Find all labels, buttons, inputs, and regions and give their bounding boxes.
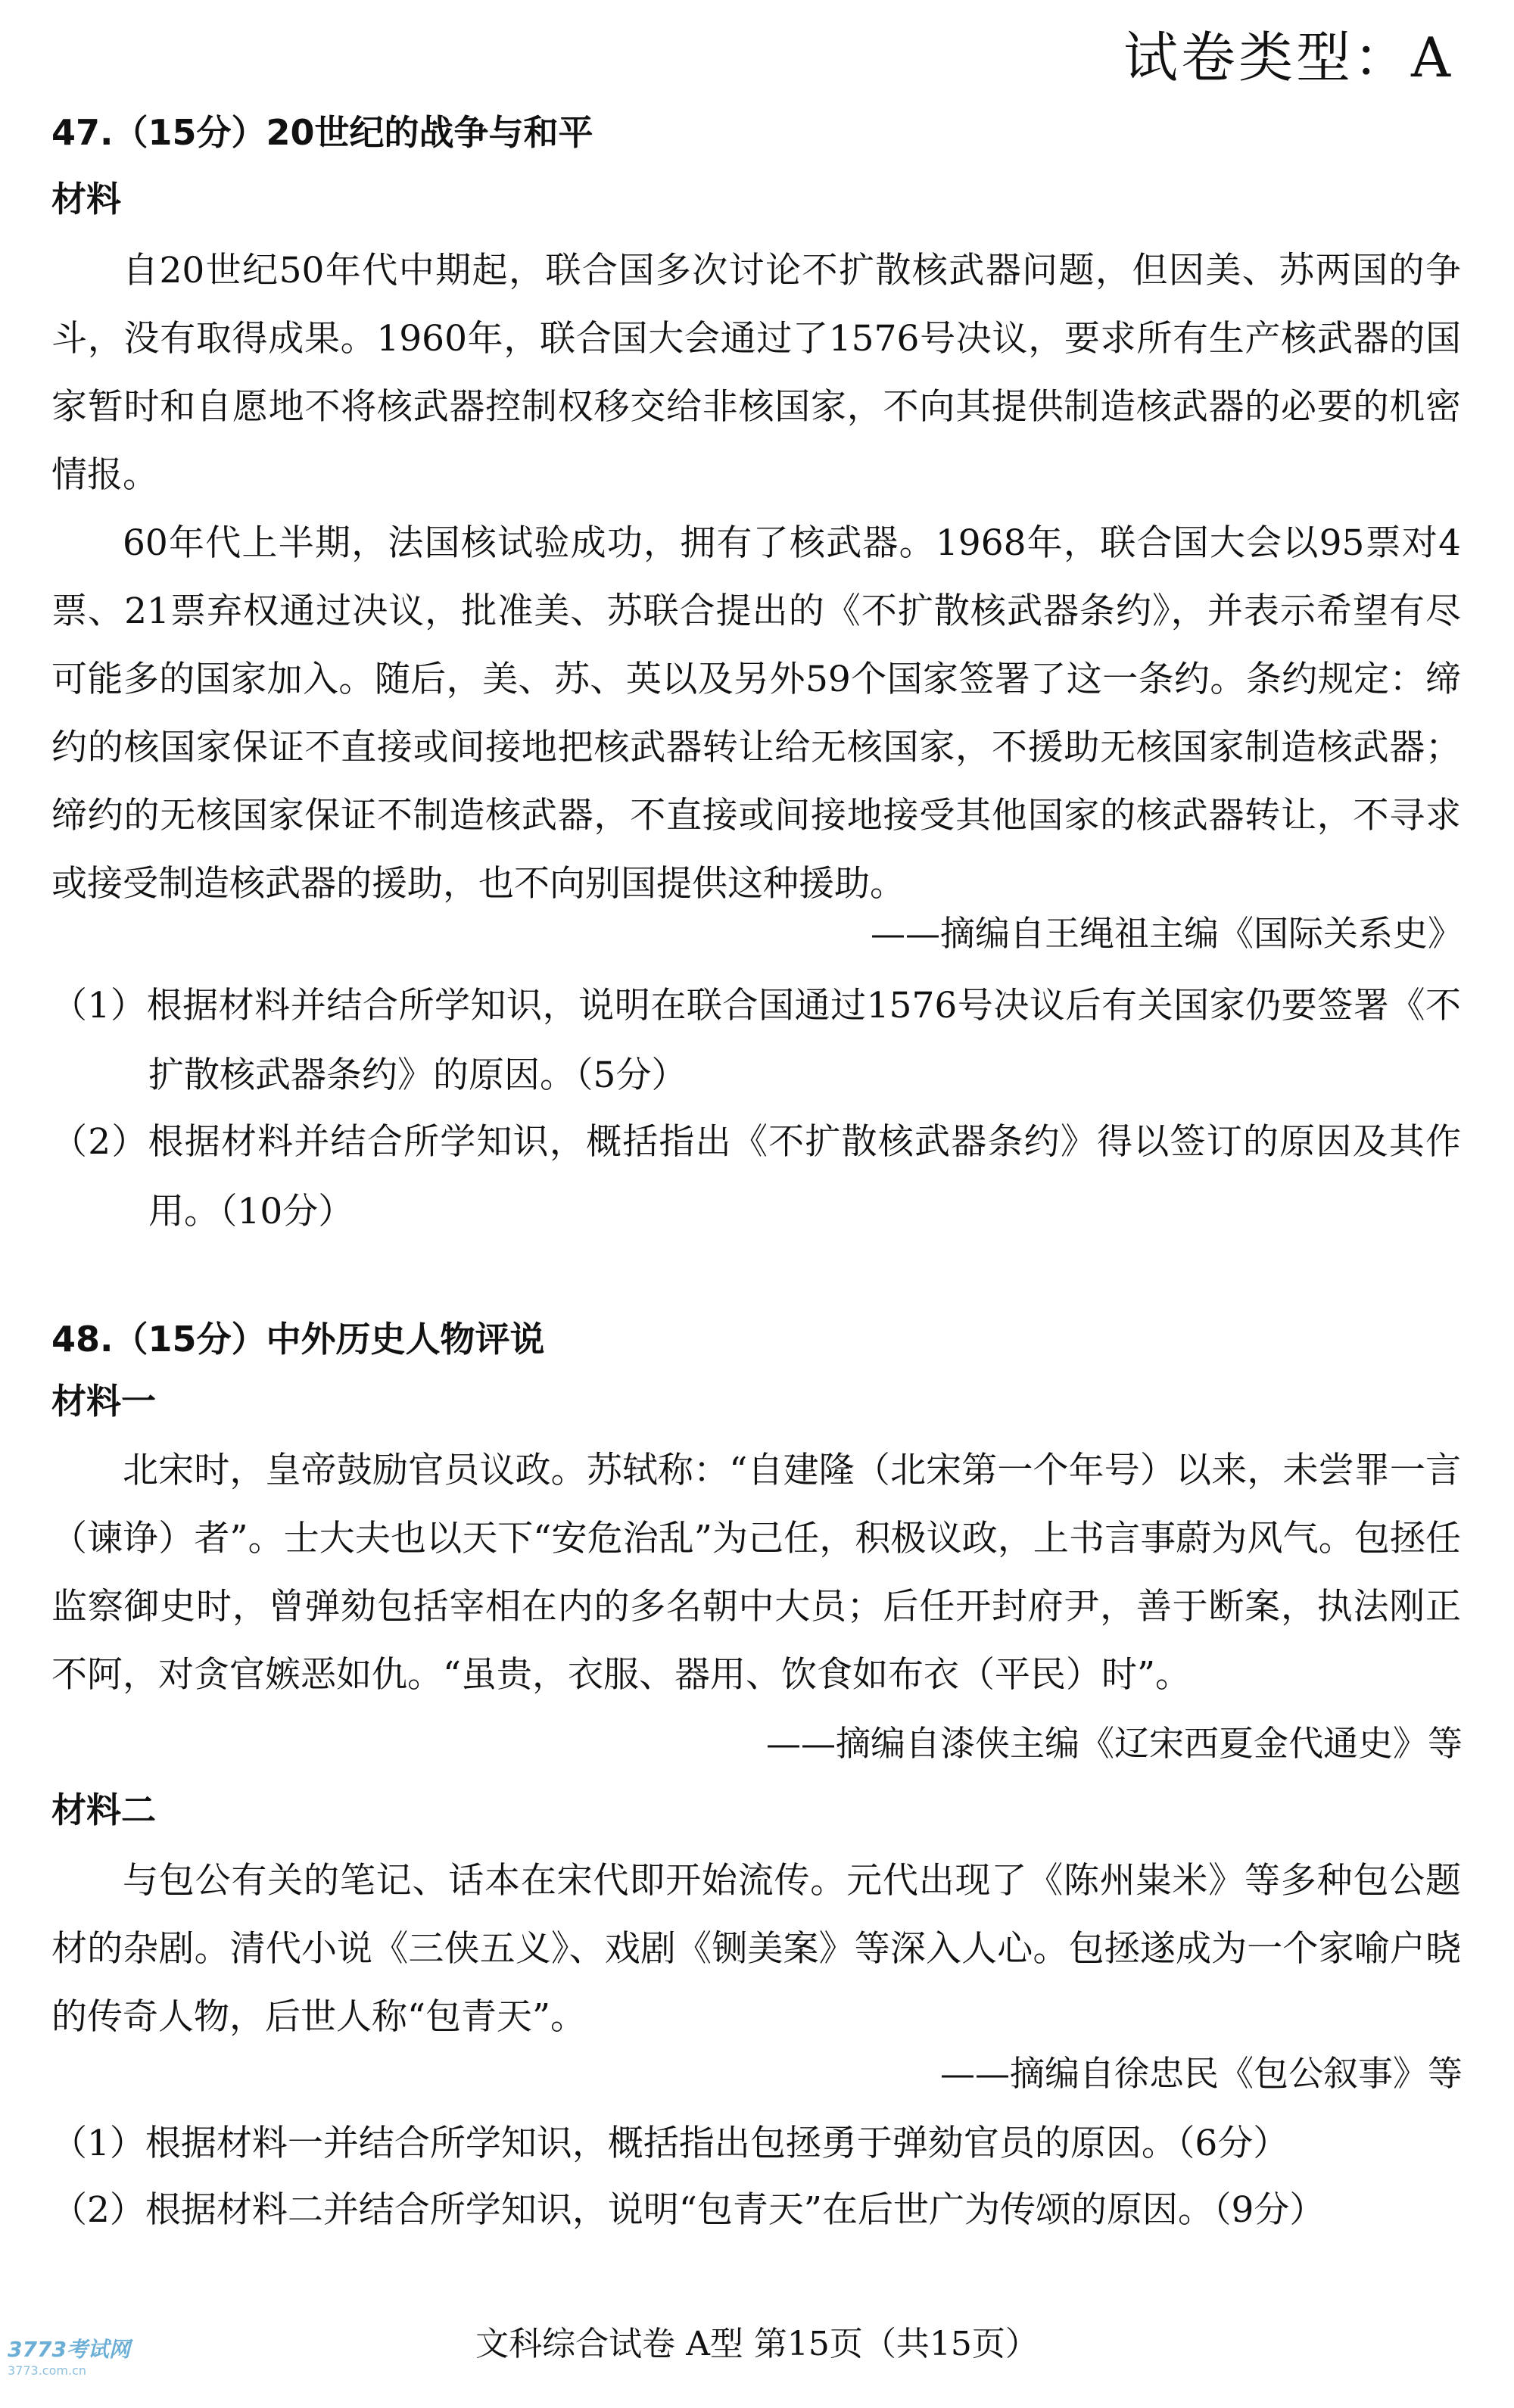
question-48-material-2-label: 材料二 bbox=[51, 1790, 156, 1830]
question-48-subquestion-1: （1）根据材料一并结合所学知识，概括指出包拯勇于弹劾官员的原因。（6分） bbox=[51, 2123, 1289, 2164]
question-47-source: ——摘编自王绳祖主编《国际关系史》 bbox=[871, 913, 1463, 954]
question-47-subquestion-1: （1）根据材料并结合所学知识，说明在联合国通过1576号决议后有关国家仍要签署《不扩散核武器条约》的原因。（5分） bbox=[51, 985, 1461, 1096]
page-footer: 文科综合试卷 A型 第15页（共15页） bbox=[475, 2325, 1039, 2363]
question-48-material-1-label: 材料一 bbox=[51, 1381, 156, 1422]
question-47-material-label: 材料 bbox=[51, 179, 121, 220]
question-48-source-1: ——摘编自漆侠主编《辽宋西夏金代通史》等 bbox=[766, 1723, 1463, 1764]
watermark-sub-text: 3773.com.cn bbox=[8, 2363, 86, 2378]
watermark-main-text: 3773考试网 bbox=[8, 2337, 130, 2362]
question-48-material-2-text: 与包公有关的笔记、话本在宋代即开始流传。元代出现了《陈州粜米》等多种包公题材的杂剧。清代小说《三侠五义》、戏剧《铡美案》等深入人心。包拯遂成为一个家喻户晓的传奇人物，后世人称“包青天”。 bbox=[51, 1860, 1461, 2038]
question-47-subquestion-2: （2）根据材料并结合所学知识，概括指出《不扩散核武器条约》得以签订的原因及其作用。（10分） bbox=[51, 1121, 1461, 1232]
question-48-subquestion-2: （2）根据材料二并结合所学知识，说明“包青天”在后世广为传颂的原因。（9分） bbox=[51, 2189, 1326, 2231]
paper-type-label: 试卷类型：A bbox=[1123, 26, 1453, 89]
question-47-paragraph-1: 自20世纪50年代中期起，联合国多次讨论不扩散核武器问题，但因美、苏两国的争斗，没有取得成果。1960年，联合国大会通过了1576号决议，要求所有生产核武器的国家暂时和自愿地不将核武器控制权移交给非核国家，不向其提供制造核武器的必要的机密情报。 bbox=[51, 250, 1461, 496]
question-47-paragraph-2: 60年代上半期，法国核试验成功，拥有了核武器。1968年，联合国大会以95票对4票、21票弃权通过决议，批准美、苏联合提出的《不扩散核武器条约》，并表示希望有尽可能多的国家加入。随后，美、苏、英以及另外59个国家签署了这一条约。条约规定：缔约的核国家保证不直接或间接地把核武器转让给无核国家，不援助无核国家制造核武器；缔约的无核国家保证不制造核武器，不直接或间接地接受其他国家的核武器转让，不寻求或接受制造核武器的援助，也不向别国提供这种援助。 bbox=[51, 522, 1461, 905]
question-47-title: 47.（15分）20世纪的战争与和平 bbox=[51, 112, 593, 153]
site-watermark-logo bbox=[8, 2339, 136, 2400]
question-48-title: 48.（15分）中外历史人物评说 bbox=[51, 1319, 545, 1360]
question-48-material-1-text: 北宋时，皇帝鼓励官员议政。苏轼称：“自建隆（北宋第一个年号）以来，未尝罪一言（谏诤）者”。士大夫也以天下“安危治乱”为己任，积极议政，上书言事蔚为风气。包拯任监察御史时，曾弹劾包括宰相在内的多名朝中大员；后任开封府尹，善于断案，执法刚正不阿，对贪官嫉恶如仇。“虽贵，衣服、器用、饮食如布衣（平民）时”。 bbox=[51, 1450, 1461, 1696]
question-48-source-2: ——摘编自徐忠民《包公叙事》等 bbox=[940, 2053, 1463, 2094]
